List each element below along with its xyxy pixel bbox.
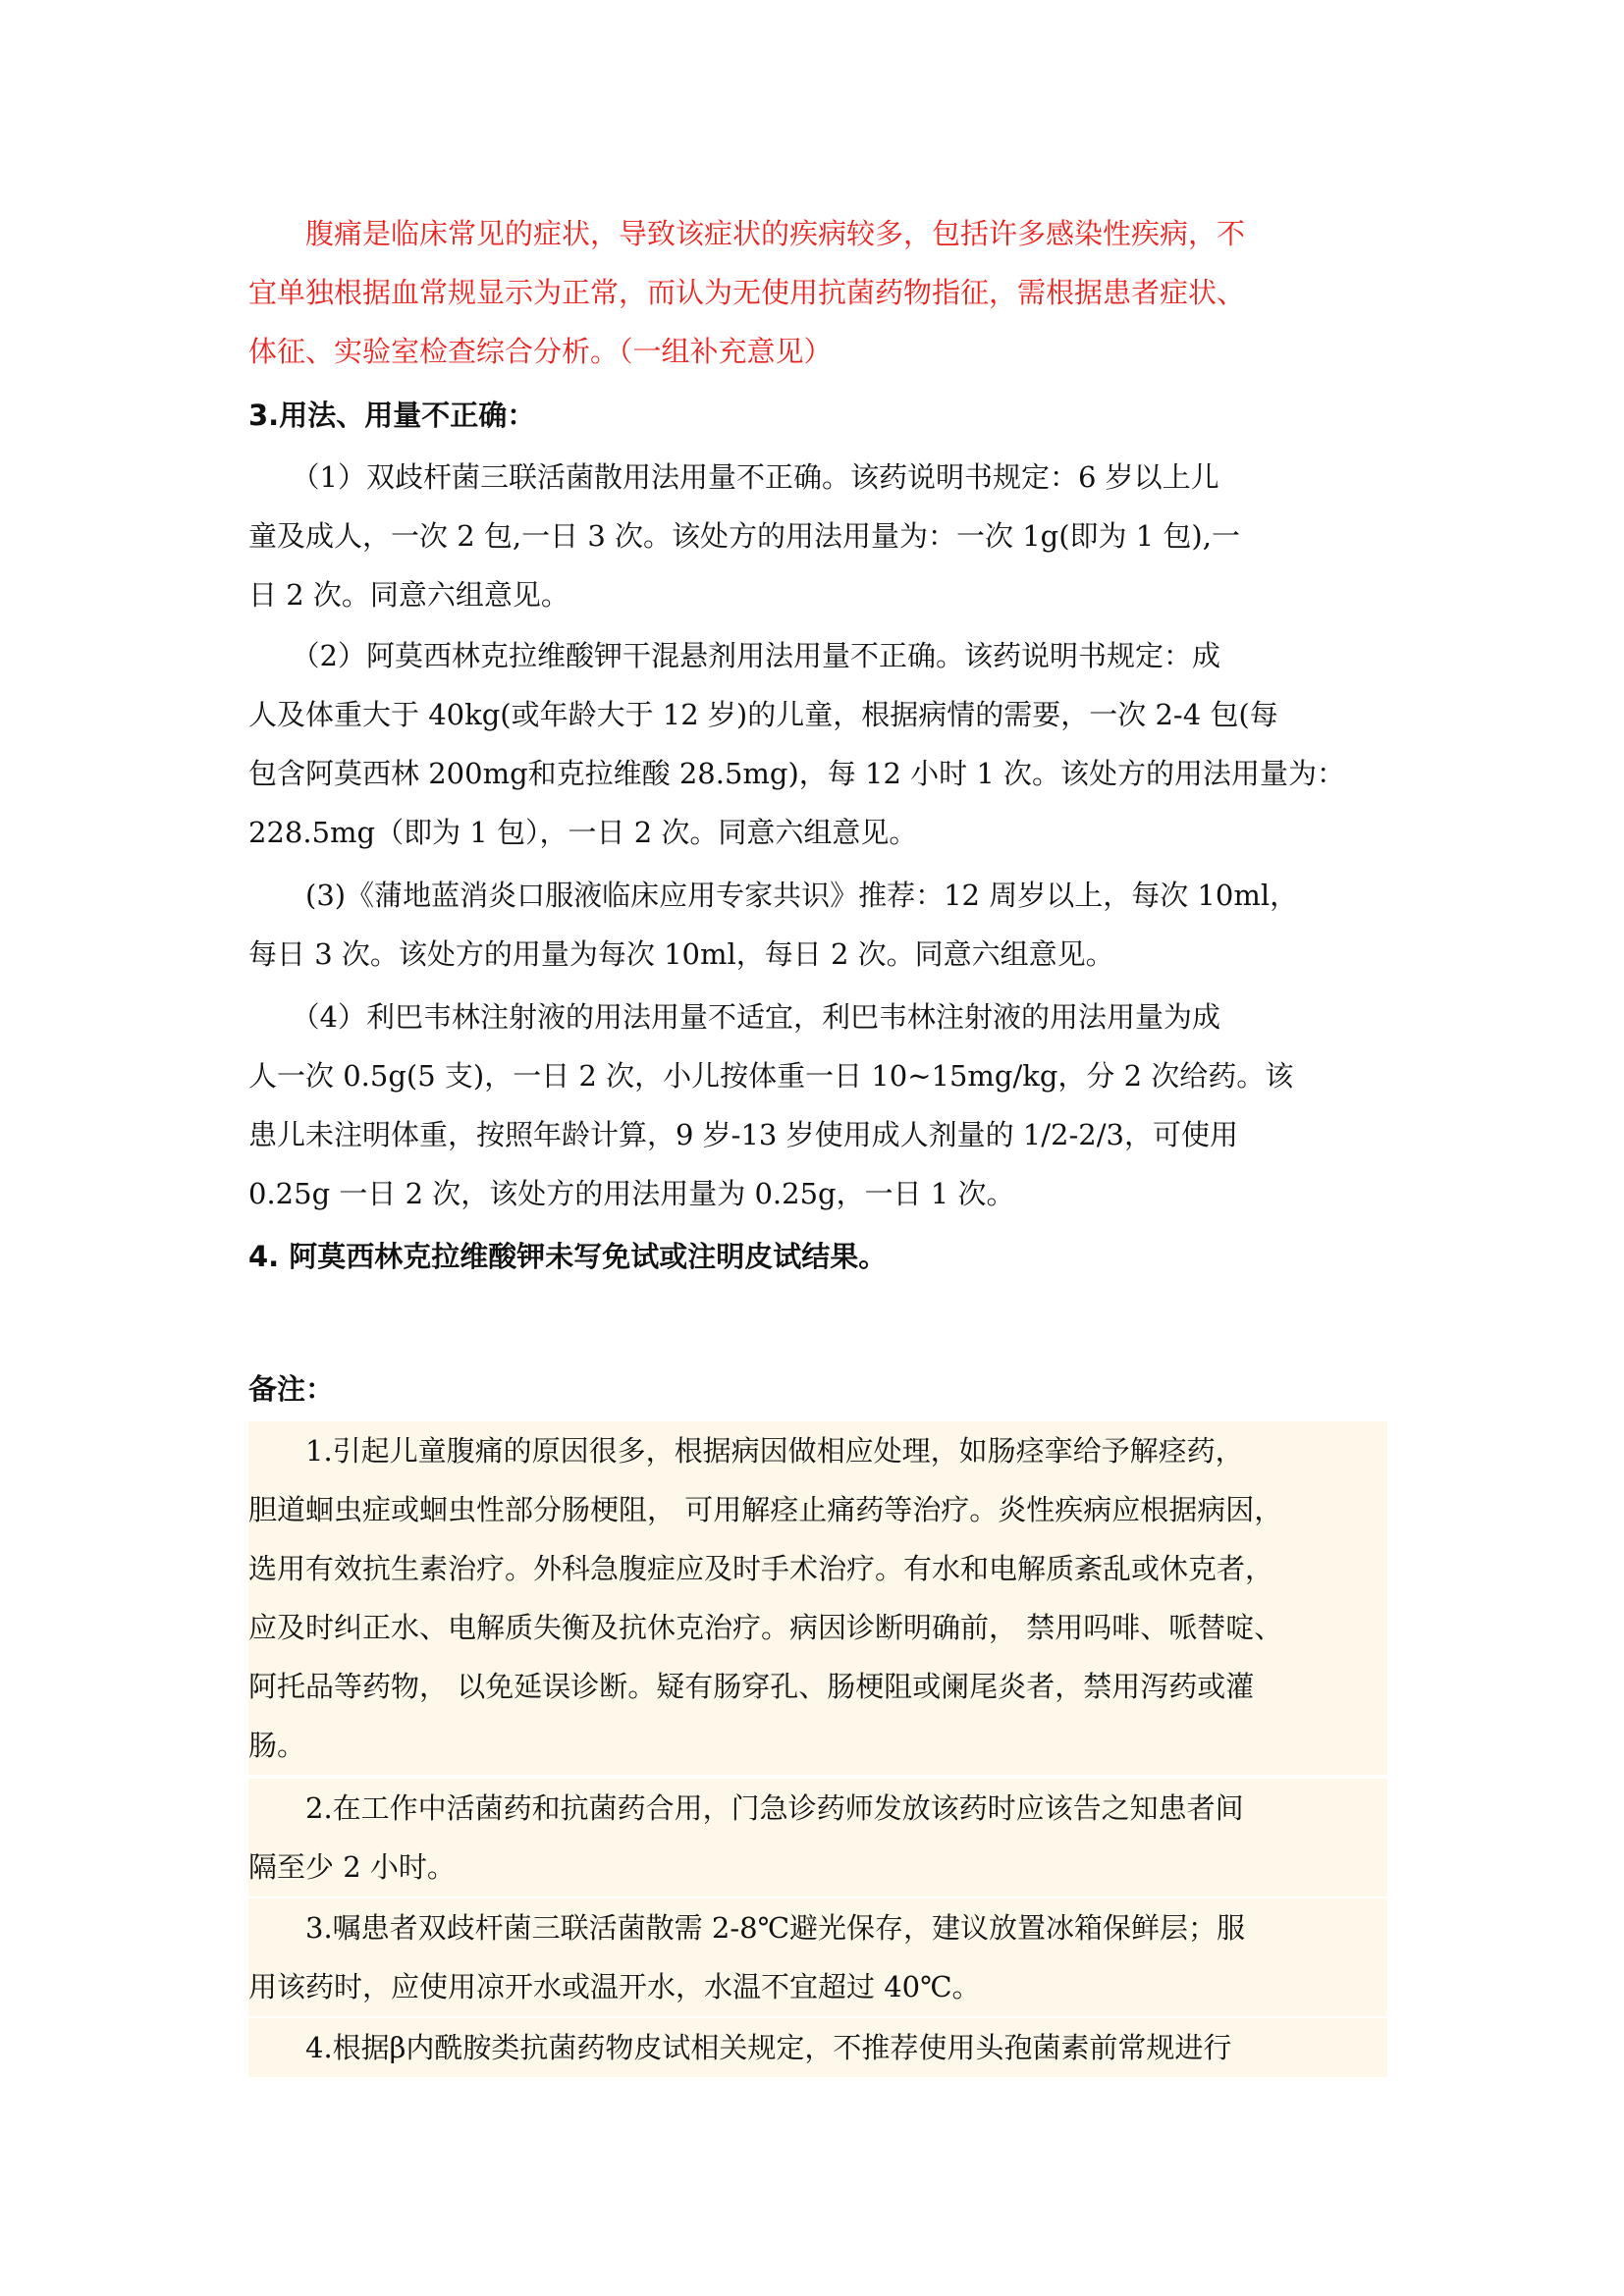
item2-line-4: 228.5mg（即为 1 包），一日 2 次。同意六组意见。	[248, 816, 918, 849]
section-3-heading-text: 3.用法、用量不正确：	[248, 399, 536, 432]
item2-line-3: 包含阿莫西林 200mg和克拉维酸 28.5mg)，每 12 小时 1 次。该处方的用法用量为：	[248, 757, 1346, 790]
note1-line-3: 选用有效抗生素治疗。外科急腹症应及时手术治疗。有水和电解质紊乱或休克者，	[248, 1552, 1274, 1585]
item2-line-1: （2）阿莫西林克拉维酸钾干混悬剂用法用量不正确。该药说明书规定：成	[248, 639, 1220, 672]
item1-line-1: （1）双歧杆菌三联活菌散用法用量不正确。该药说明书规定：6 岁以上儿	[248, 460, 1219, 494]
section-3-item-3	[248, 866, 1387, 984]
note2-line-1: 2.在工作中活菌药和抗菌药合用，门急诊药师发放该药时应该告之知患者间	[248, 1791, 1244, 1825]
section-3-item-2	[248, 626, 1387, 862]
note2-line-2: 隔至少 2 小时。	[248, 1850, 456, 1884]
note-4	[248, 2018, 1387, 2077]
note-3	[248, 1898, 1387, 2016]
item4-line-4: 0.25g 一日 2 次，该处方的用法用量为 0.25g，一日 1 次。	[248, 1177, 1015, 1210]
comment-line-1: 腹痛是临床常见的症状，导致该症状的疾病较多，包括许多感染性疾病，不	[248, 217, 1246, 250]
section-4-heading	[248, 1227, 1387, 1286]
item4-line-3: 患儿未注明体重，按照年龄计算，9 岁-13 岁使用成人剂量的 1/2-2/3，可使用	[248, 1118, 1238, 1151]
note3-line-1: 3.嘱患者双歧杆菌三联活菌散需 2-8℃避光保存，建议放置冰箱保鲜层；服	[248, 1911, 1246, 1945]
item2-line-2: 人及体重大于 40kg(或年龄大于 12 岁)的儿童，根据病情的需要，一次 2-4 包(每	[248, 698, 1278, 731]
item3-line-1: (3)《蒲地蓝消炎口服液临床应用专家共识》推荐：12 周岁以上，每次 10ml，	[248, 879, 1299, 912]
note-1	[248, 1421, 1387, 1775]
item1-line-3: 日 2 次。同意六组意见。	[248, 578, 569, 612]
comment-line-2: 宜单独根据血常规显示为正常，而认为无使用抗菌药物指征，需根据患者症状、	[248, 276, 1246, 309]
note1-line-2: 胆道蛔虫症或蛔虫性部分肠梗阻， 可用解痉止痛药等治疗。炎性疾病应根据病因，	[248, 1493, 1283, 1526]
note3-line-2: 用该药时，应使用凉开水或温开水，水温不宜超过 40℃。	[248, 1970, 981, 2003]
note1-line-5: 阿托品等药物， 以免延误诊断。疑有肠穿孔、肠梗阻或阑尾炎者，禁用泻药或灌	[248, 1670, 1255, 1703]
comment-line-3: 体征、实验室检查综合分析。（一组补充意见）	[248, 335, 833, 368]
section-3-heading	[248, 386, 1387, 445]
notes-heading-text: 备注：	[248, 1372, 335, 1406]
note1-line-6: 肠。	[248, 1729, 306, 1762]
note1-line-4: 应及时纠正水、电解质失衡及抗休克治疗。病因诊断明确前， 禁用吗啡、哌替啶、	[248, 1611, 1283, 1644]
item4-line-1: （4）利巴韦林注射液的用法用量不适宜，利巴韦林注射液的用法用量为成	[248, 1000, 1220, 1034]
note4-line-1: 4.根据β内酰胺类抗菌药物皮试相关规定，不推荐使用头孢菌素前常规进行	[248, 2031, 1232, 2064]
item3-line-2: 每日 3 次。该处方的用量为每次 10ml，每日 2 次。同意六组意见。	[248, 937, 1114, 971]
notes-heading	[248, 1360, 1387, 1418]
item4-line-2: 人一次 0.5g(5 支)，一日 2 次，小儿按体重一日 10~15mg/kg，分 2 次给药。该	[248, 1059, 1294, 1093]
section-3-item-1	[248, 448, 1387, 624]
review-comment-red	[248, 204, 1387, 381]
section-3-item-4	[248, 988, 1387, 1223]
note1-line-1: 1.引起儿童腹痛的原因很多，根据病因做相应处理，如肠痉挛给予解痉药，	[248, 1434, 1244, 1468]
note-2	[248, 1779, 1387, 1896]
item1-line-2: 童及成人，一次 2 包,一日 3 次。该处方的用法用量为：一次 1g(即为 1 包),一	[248, 519, 1240, 553]
section-4-heading-text: 4. 阿莫西林克拉维酸钾未写免试或注明皮试结果。	[248, 1240, 888, 1273]
